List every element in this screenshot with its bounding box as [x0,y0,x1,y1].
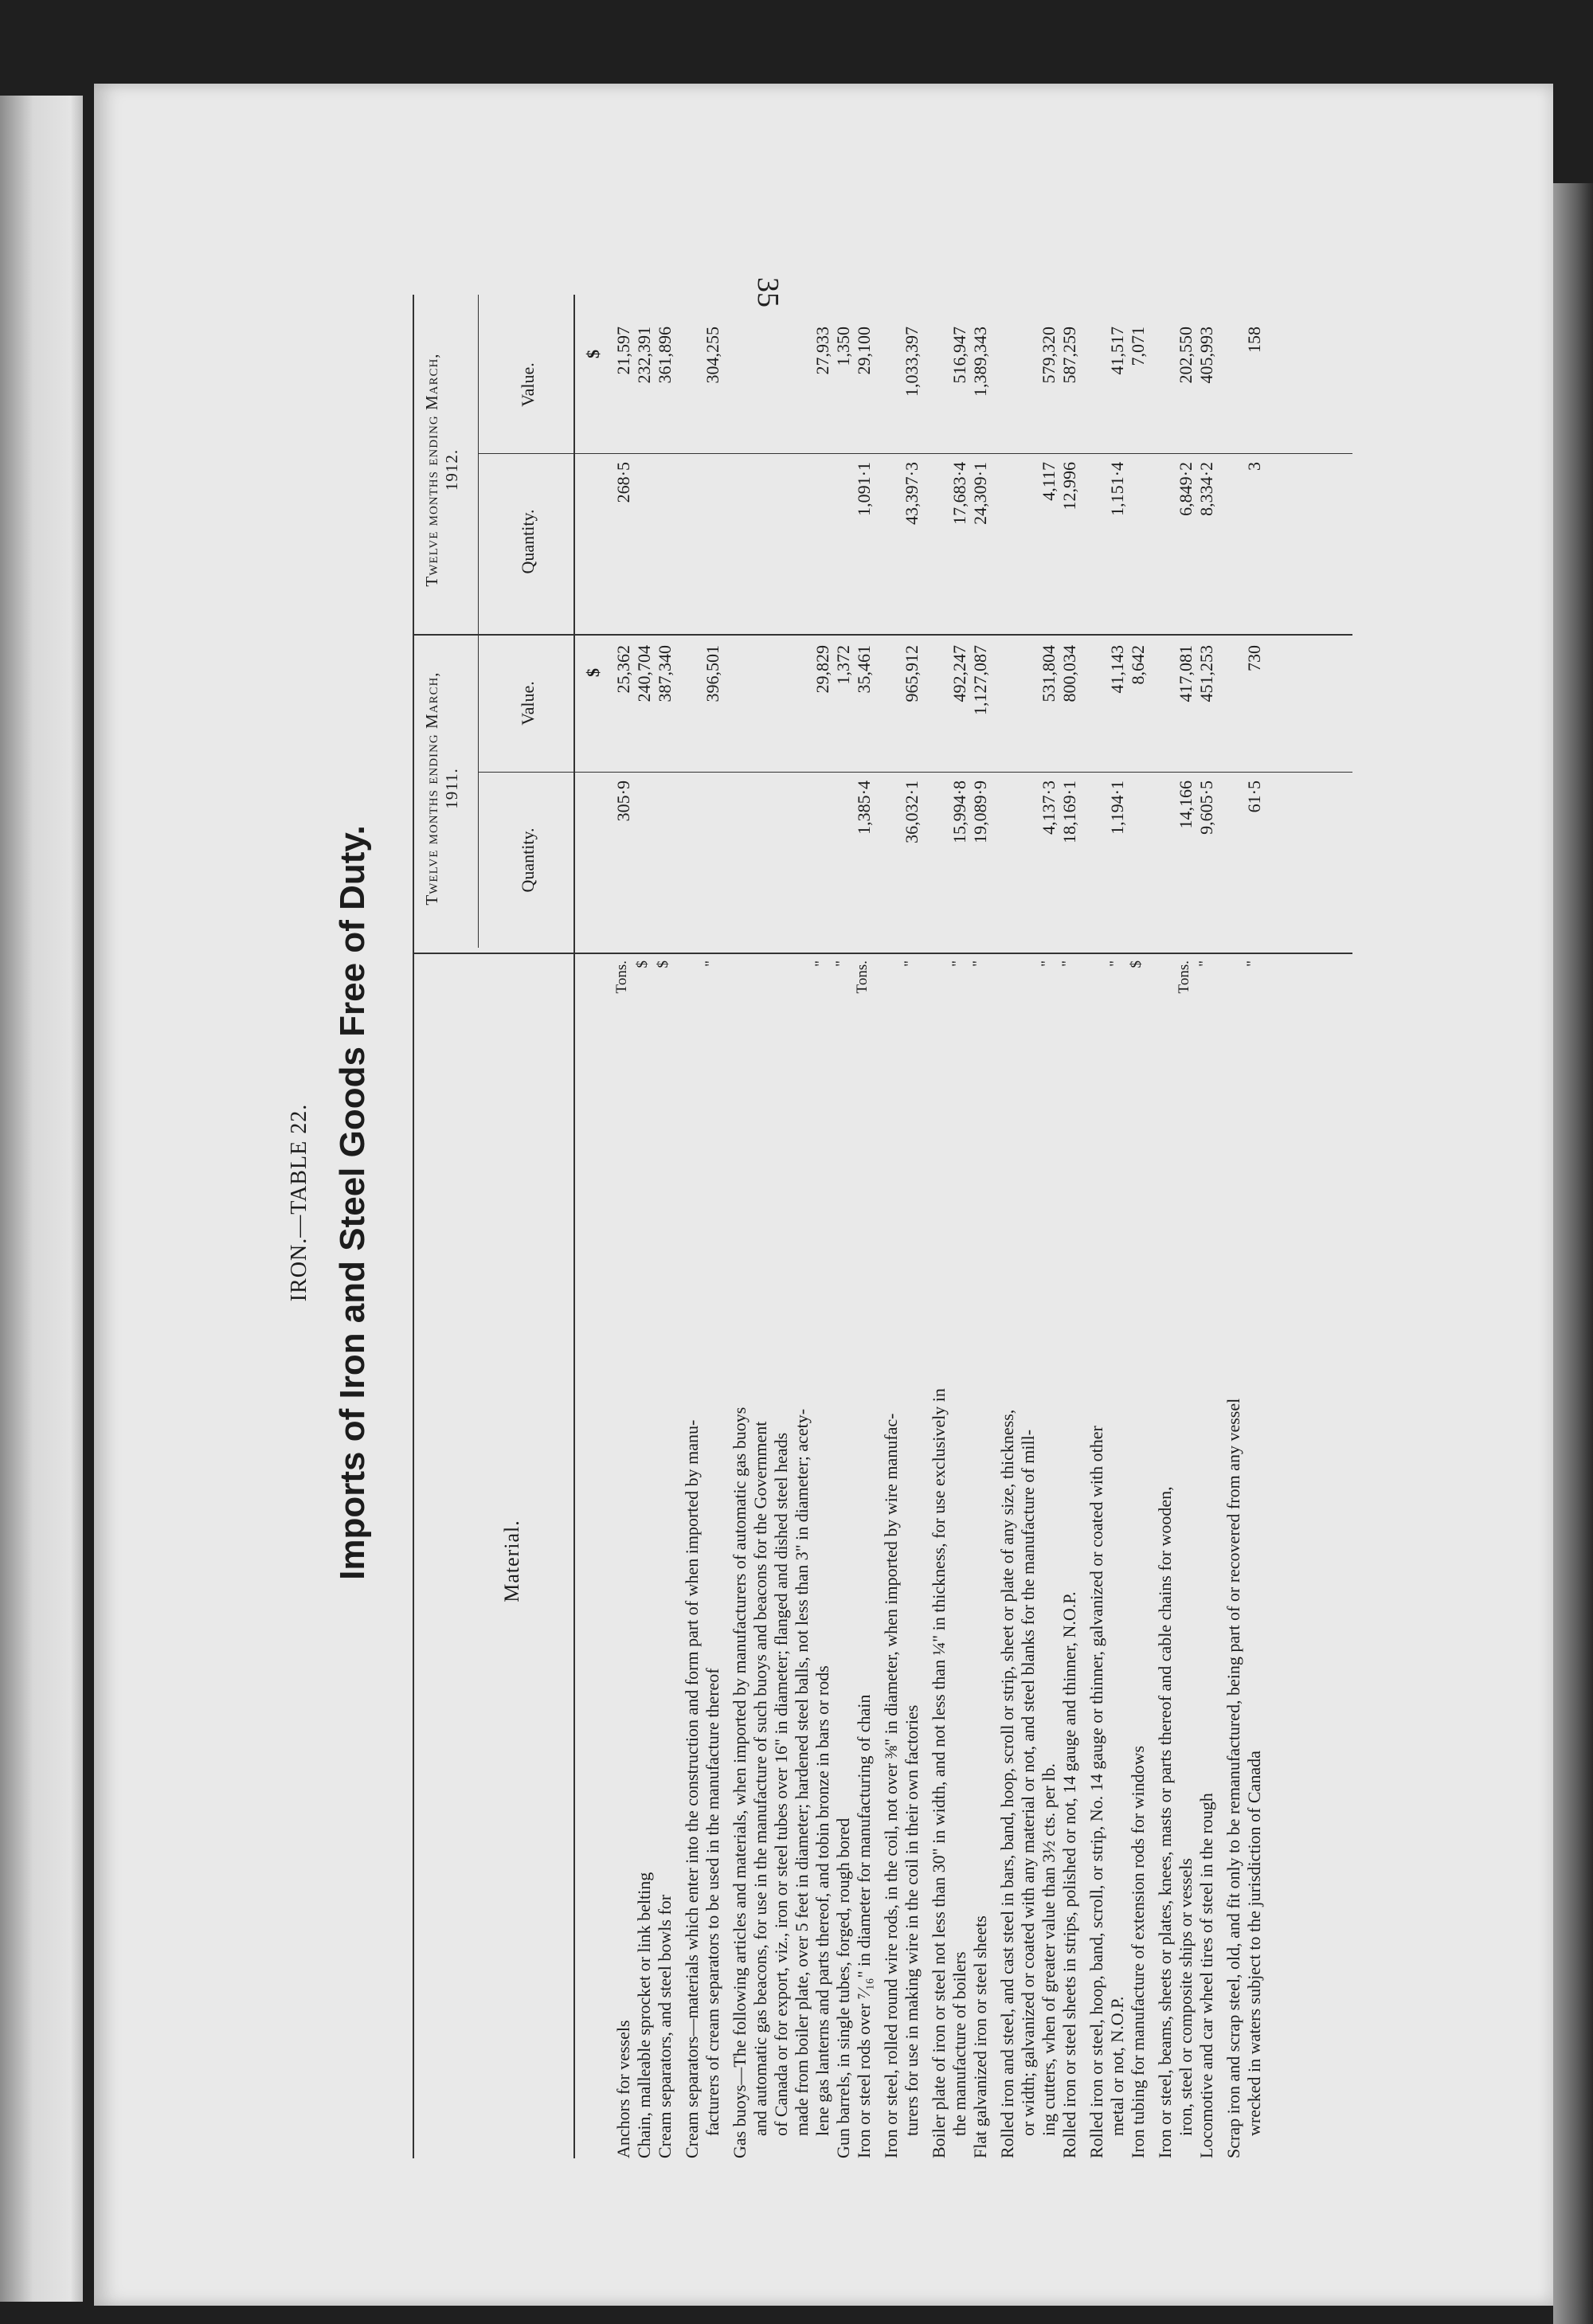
value-1911-cell: 25,362 [613,645,633,694]
unit-cell: " [812,961,829,967]
unit-cell: " [949,961,966,967]
value-1911-cell: 492,247 [949,645,969,702]
quantity-1911-cell: 4,137·3 [1039,781,1059,835]
value-1912-cell: 405,993 [1196,327,1216,384]
material-text: and automatic gas beacons, for use in the manufacture of such buoys and beacons for the Government [750,1421,770,2136]
column-rule [413,953,1352,954]
value-1911-cell: 387,340 [655,645,675,702]
unit-cell: Tons. [613,961,630,994]
material-text: Gun barrels, in single tubes, forged, rough bored [833,1817,853,2158]
dollar-sign-1911: $ [583,668,603,677]
value-1911-cell: 965,912 [902,645,922,702]
value-1911-cell: 800,034 [1059,645,1079,702]
unit-cell: " [1039,961,1055,967]
quantity-1911-cell: 1,385·4 [854,781,874,835]
value-1911-cell: 451,253 [1196,645,1216,702]
column-rule [413,634,1352,636]
unit-cell: $ [634,961,651,968]
period-1912-header: Twelve months ending March, 1912. [422,353,461,587]
unit-cell: " [1059,961,1076,967]
material-text: facturers of cream separators to be used in the manufacture thereof [703,1668,722,2136]
material-text: ing cutters, when of greater value than 3½ cts. per lb. [1039,1763,1059,2136]
material-text: Locomotive and car wheel tires of steel in the rough [1196,1793,1216,2158]
material-text: of Canada or for export, viz., iron or steel tubes over 16" in diameter; flanged and dished steel heads [771,1432,791,2136]
quantity-1911-cell: 9,605·5 [1196,781,1216,835]
material-text: Cream separators, and steel bowls for [655,1894,675,2158]
page-stack-edge [1553,183,1593,2324]
value-1911-cell: 41,143 [1107,645,1127,694]
unit-cell: $ [655,961,671,968]
unit-cell: " [1244,961,1261,967]
material-text: or width; galvanized or coated with any material or not, and steel blanks for the manufacture of mill- [1018,1429,1038,2136]
material-text: made from boiler plate, over 5 feet in diameter; hardened steel balls, not less than 3" in diameter; acety- [792,1408,812,2136]
quantity-header-1911: Quantity. [518,827,538,893]
unit-cell: " [970,961,987,967]
value-1911-cell: 730 [1244,645,1264,671]
value-1911-cell: 8,642 [1128,645,1148,685]
quantity-header-1912: Quantity. [518,509,538,574]
quantity-1912-cell: 43,397·3 [902,462,922,525]
material-header: Material. [500,1520,523,1602]
quantity-1912-cell: 12,996 [1059,462,1079,511]
table-label: IRON.—TABLE 22. [287,1103,311,1302]
unit-cell: " [902,961,918,967]
quantity-1912-cell: 8,334·2 [1196,462,1216,516]
material-text: Chain, malleable sprocket or link belting [634,1872,654,2158]
value-1911-cell: 1,372 [833,645,853,685]
unit-cell: " [833,961,850,967]
value-1912-cell: 21,597 [613,327,633,375]
dollar-sign-1912: $ [583,350,603,358]
column-rule [478,772,1352,773]
material-text: Cream separators—materials which enter into the construction and form part of when imported by manu- [682,1419,702,2158]
value-1912-cell: 1,389,343 [970,327,990,397]
material-text: Anchors for vessels [613,2020,633,2158]
material-text: Iron or steel, rolled round wire rods, in the coil, not over ⅜" in diameter, when imported by wire manufac- [881,1413,901,2158]
value-1912-cell: 579,320 [1039,327,1059,384]
material-text: Boiler plate of iron or steel not less than 30" in width, and not less than ¼" in thickness, for use exclusively in [929,1388,949,2158]
quantity-1912-cell: 17,683·4 [949,462,969,525]
unit-cell: " [1196,961,1213,967]
quantity-1911-cell: 14,166 [1176,781,1196,829]
value-1912-cell: 232,391 [634,327,654,384]
value-1912-cell: 1,033,397 [902,327,922,397]
quantity-1912-cell: 1,091·1 [854,462,874,516]
column-rule [478,453,1352,454]
quantity-1911-cell: 36,032·1 [902,781,922,843]
period-header-rule [478,295,479,948]
quantity-1912-cell: 268·5 [613,462,633,503]
value-1912-cell: 361,896 [655,327,675,384]
quantity-1912-cell: 6,849·2 [1176,462,1196,516]
material-text: iron, steel or composite ships or vessels [1176,1858,1196,2136]
value-1911-cell: 240,704 [634,645,654,702]
unit-cell: " [703,961,719,967]
value-1911-cell: 531,804 [1039,645,1059,702]
unit-cell: $ [1128,961,1145,968]
material-text: Iron or steel, beams, sheets or plates, knees, masts or parts thereof and cable chains for wooden, [1155,1486,1175,2158]
quantity-1911-cell: 19,089·9 [970,781,990,843]
value-1912-cell: 1,350 [833,327,853,366]
material-text: Scrap iron and scrap steel, old, and fit only to be remanufactured, being part of or recovered from any vessel [1223,1398,1243,2158]
quantity-1911-cell: 15,994·8 [949,781,969,843]
page-title: Imports of Iron and Steel Goods Free of Duty. [333,825,372,1580]
value-header-1911: Value. [518,681,538,726]
material-text: Rolled iron or steel, hoop, band, scroll, or strip, No. 14 gauge or thinner, galvanized or coated with other [1086,1426,1106,2158]
quantity-1912-cell: 3 [1244,462,1264,471]
value-1912-cell: 158 [1244,327,1264,353]
value-1912-cell: 41,517 [1107,327,1127,375]
table-top-rule [413,295,414,2158]
value-1911-cell: 35,461 [854,645,874,694]
quantity-1911-cell: 61·5 [1244,781,1264,813]
quantity-1912-cell: 4,117 [1039,462,1059,501]
period-1911-header: Twelve months ending March, 1911. [422,671,461,906]
material-text: wrecked in waters subject to the jurisdiction of Canada [1244,1751,1264,2136]
page-number: 35 [751,277,785,307]
material-text: Rolled iron or steel sheets in strips, polished or not, 14 gauge and thinner, N.O.P. [1059,1591,1079,2158]
rotated-table-content [271,247,1386,2158]
unit-cell: Tons. [854,961,871,994]
material-text: Flat galvanized iron or steel sheets [970,1915,990,2158]
table-header-rule [573,295,575,2158]
material-text: turers for use in making wire in the coil in their own factories [902,1704,922,2136]
value-1912-cell: 587,259 [1059,327,1079,384]
quantity-1912-cell: 24,309·1 [970,462,990,525]
value-1912-cell: 27,933 [812,327,832,375]
quantity-1911-cell: 18,169·1 [1059,781,1079,843]
material-text: Iron tubing for manufacture of extension rods for windows [1128,1745,1148,2158]
material-text: Iron or steel rods over ⁷⁄₁₆" in diameter for manufacturing of chain [854,1694,874,2158]
value-1911-cell: 396,501 [703,645,722,702]
quantity-1911-cell: 1,194·1 [1107,781,1127,835]
material-text: lene gas lanterns and parts thereof, and tobin bronze in bars or rods [812,1665,832,2136]
value-1912-cell: 202,550 [1176,327,1196,384]
value-1911-cell: 1,127,087 [970,645,990,715]
value-1912-cell: 304,255 [703,327,722,384]
left-page-edge [0,96,83,2302]
quantity-1912-cell: 1,151·4 [1107,462,1127,516]
material-text: the manufacture of boilers [949,1951,969,2136]
value-1912-cell: 516,947 [949,327,969,384]
material-text: Gas buoys—The following articles and materials, when imported by manufacturers of automatic gas buoys [730,1407,750,2158]
value-1911-cell: 417,081 [1176,645,1196,702]
unit-cell: " [1107,961,1124,967]
material-text: metal or not, N.O.P. [1107,1996,1127,2136]
material-text: Rolled iron and steel, and cast steel in bars, band, hoop, scroll or strip, sheet or plate of any size, thickness, [997,1409,1017,2158]
value-1912-cell: 7,071 [1128,327,1148,366]
quantity-1911-cell: 305·9 [613,781,633,822]
value-1911-cell: 29,829 [812,645,832,694]
value-header-1912: Value. [518,362,538,407]
unit-cell: Tons. [1176,961,1192,994]
value-1912-cell: 29,100 [854,327,874,375]
